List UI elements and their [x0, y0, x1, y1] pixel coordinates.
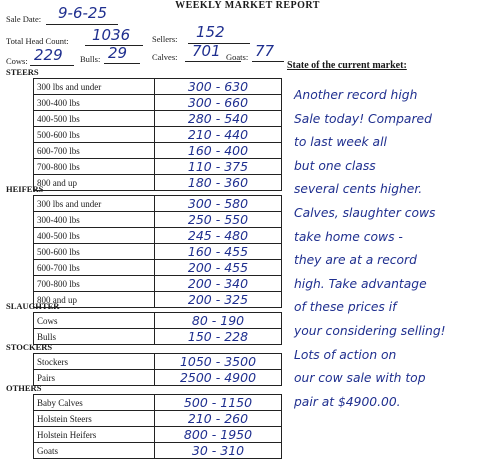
table-row: [34, 143, 282, 159]
class-label: Baby Calves: [34, 395, 155, 411]
total-head-value: 1036: [92, 26, 131, 44]
class-label: 800 and up: [34, 292, 155, 308]
section-steers-heading: STEERS: [6, 67, 39, 77]
class-label: 300 lbs and under: [34, 196, 155, 212]
commentary-line: but one class: [294, 158, 376, 173]
section-slaughter-heading: SLAUGHTER: [6, 301, 60, 311]
price-range: 200 - 455: [155, 260, 282, 276]
price-range: 200 - 325: [155, 292, 282, 308]
section-others-heading: OTHERS: [6, 383, 42, 393]
table-row: [34, 212, 282, 228]
steers-table: [33, 78, 282, 191]
price-range: 210 - 260: [155, 411, 282, 427]
report-title: WEEKLY MARKET REPORT: [175, 0, 320, 11]
price-range: 180 - 360: [155, 175, 282, 191]
class-label: 600-700 lbs: [34, 143, 155, 159]
price-range: 80 - 190: [155, 313, 282, 329]
commentary-line: take home cows -: [294, 229, 403, 244]
class-label: 300-400 lbs: [34, 212, 155, 228]
class-label: Stockers: [34, 354, 155, 370]
table-row: [34, 329, 282, 345]
commentary-line: Lots of action on: [294, 347, 397, 362]
table-row: [34, 411, 282, 427]
class-label: 700-800 lbs: [34, 159, 155, 175]
class-label: 600-700 lbs: [34, 260, 155, 276]
commentary-line: high. Take advantage: [294, 276, 427, 291]
class-label: Pairs: [34, 370, 155, 386]
market-state-heading: State of the current market:: [287, 60, 407, 71]
table-row: [34, 292, 282, 308]
commentary-line: pair at $4900.00.: [294, 394, 401, 409]
table-row: [34, 260, 282, 276]
price-range: 2500 - 4900: [155, 370, 282, 386]
heifers-table: [33, 195, 282, 308]
class-label: Holstein Steers: [34, 411, 155, 427]
table-row: [34, 127, 282, 143]
class-label: 400-500 lbs: [34, 111, 155, 127]
table-row: [34, 276, 282, 292]
table-row: [34, 196, 282, 212]
sellers-label: Sellers:: [152, 34, 178, 44]
table-row: [34, 228, 282, 244]
slaughter-table: [33, 312, 282, 345]
price-range: 300 - 580: [155, 196, 282, 212]
commentary-line: Calves, slaughter cows: [294, 205, 436, 220]
price-range: 160 - 400: [155, 143, 282, 159]
price-range: 110 - 375: [155, 159, 282, 175]
price-range: 250 - 550: [155, 212, 282, 228]
others-table: [33, 394, 282, 459]
class-label: 300-400 lbs: [34, 95, 155, 111]
class-label: 800 and up: [34, 175, 155, 191]
bulls-value: 29: [108, 44, 128, 62]
commentary-line: several cents higher.: [294, 182, 423, 197]
price-range: 300 - 660: [155, 95, 282, 111]
class-label: Goats: [34, 443, 155, 459]
commentary-line: our cow sale with top: [294, 371, 426, 386]
sale-date-value: 9-6-25: [58, 4, 107, 22]
goats-value: 77: [255, 42, 275, 60]
stockers-table: [33, 353, 282, 386]
price-range: 500 - 1150: [155, 395, 282, 411]
table-row: [34, 395, 282, 411]
price-range: 245 - 480: [155, 228, 282, 244]
price-range: 280 - 540: [155, 111, 282, 127]
price-range: 150 - 228: [155, 329, 282, 345]
table-row: [34, 370, 282, 386]
class-label: 300 lbs and under: [34, 79, 155, 95]
table-row: [34, 313, 282, 329]
table-row: [34, 79, 282, 95]
class-label: Cows: [34, 313, 155, 329]
table-row: [34, 443, 282, 459]
class-label: 500-600 lbs: [34, 127, 155, 143]
sellers-value: 152: [196, 23, 225, 41]
table-row: [34, 159, 282, 175]
class-label: Holstein Heifers: [34, 427, 155, 443]
price-range: 800 - 1950: [155, 427, 282, 443]
total-head-label: Total Head Count:: [6, 36, 69, 46]
commentary-line: Another record high: [294, 88, 418, 102]
calves-label: Calves:: [152, 52, 178, 62]
class-label: 500-600 lbs: [34, 244, 155, 260]
price-range: 30 - 310: [155, 443, 282, 459]
table-row: [34, 244, 282, 260]
commentary-line: of these prices if: [294, 300, 397, 315]
cows-value: 229: [34, 46, 63, 64]
cows-label: Cows:: [6, 56, 28, 66]
sale-date-label: Sale Date:: [6, 14, 42, 24]
table-row: [34, 175, 282, 191]
section-stockers-heading: STOCKERS: [6, 342, 53, 352]
price-range: 160 - 455: [155, 244, 282, 260]
commentary-line: to last week all: [294, 135, 387, 150]
class-label: Bulls: [34, 329, 155, 345]
table-row: [34, 111, 282, 127]
class-label: 700-800 lbs: [34, 276, 155, 292]
price-range: 1050 - 3500: [155, 354, 282, 370]
price-range: 300 - 630: [155, 79, 282, 95]
bulls-label: Bulls:: [80, 54, 101, 64]
table-row: [34, 427, 282, 443]
calves-value: 701: [192, 42, 221, 60]
market-commentary: [294, 84, 492, 414]
class-label: 400-500 lbs: [34, 228, 155, 244]
section-heifers-heading: HEIFERS: [6, 184, 44, 194]
table-row: [34, 95, 282, 111]
commentary-line: they are at a record: [294, 253, 417, 268]
commentary-line: Sale today! Compared: [294, 111, 432, 126]
goats-label: Goats:: [226, 52, 249, 62]
price-range: 210 - 440: [155, 127, 282, 143]
commentary-line: your considering selling!: [294, 323, 446, 338]
price-range: 200 - 340: [155, 276, 282, 292]
table-row: [34, 354, 282, 370]
